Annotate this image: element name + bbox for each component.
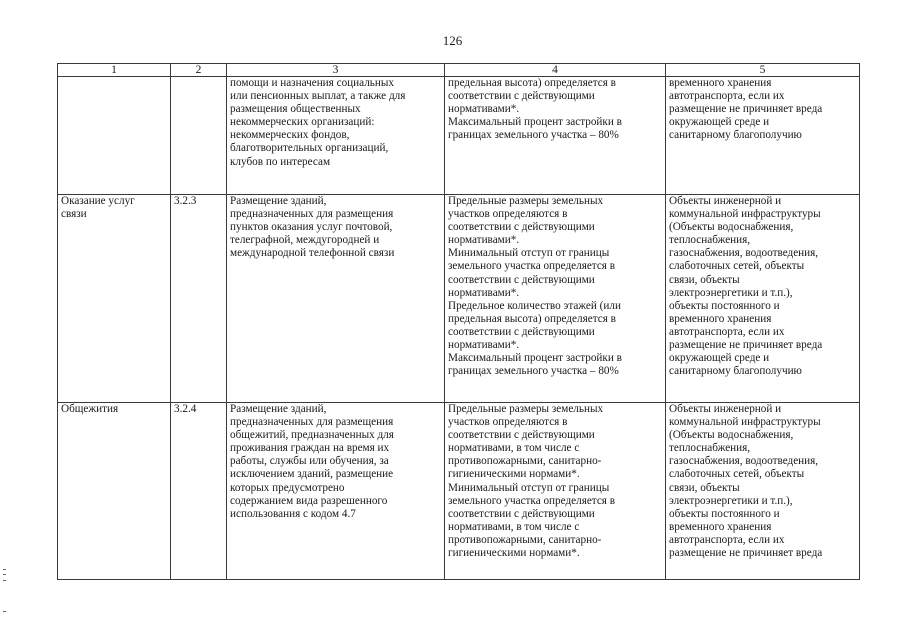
- cell-parameters: [445, 77, 666, 195]
- column-header-4: 4: [445, 64, 666, 77]
- cell-text: 3.2.4: [174, 403, 197, 415]
- cell-auxiliary-uses: [666, 77, 860, 195]
- column-header-1: 1: [58, 64, 171, 77]
- cell-description: [227, 403, 445, 580]
- table-row: [58, 195, 860, 403]
- cell-auxiliary-uses: [666, 195, 860, 403]
- scan-margin-mark: [3, 569, 6, 570]
- cell-auxiliary-uses: [666, 403, 860, 580]
- scan-margin-mark: [3, 580, 6, 581]
- cell-code: [171, 77, 227, 195]
- header-row: [58, 64, 860, 77]
- cell-description: [227, 77, 445, 195]
- cell-text: Общежития: [61, 403, 119, 415]
- column-header-2: 2: [171, 64, 227, 77]
- cell-text: помощи и назначения социальных или пенсионных выплат, а также для размещения общественных некоммерческих организаций: некоммерческих фондов, благотворительных организаций, клубов по интересам: [230, 77, 406, 168]
- cell-text: 3.2.3: [174, 195, 197, 207]
- cell-use-name: [58, 77, 171, 195]
- cell-parameters: [445, 403, 666, 580]
- cell-parameters: [445, 195, 666, 403]
- cell-text: предельная высота) определяется в соответствии с действующими нормативами*. Максимальный процент застройки в границах земельного участка – 80%: [448, 77, 622, 142]
- cell-use-name: [58, 403, 171, 580]
- cell-use-name: [58, 195, 171, 403]
- cell-text: Размещение зданий, предназначенных для размещения общежитий, предназначенных для проживания граждан на время их работы, службы или обучения, за исключением зданий, размещение которых предусмотрено содержанием вида разрешенного использования с кодом 4.7: [230, 403, 394, 520]
- cell-code: [171, 403, 227, 580]
- column-header-3: 3: [227, 64, 445, 77]
- cell-text: Объекты инженерной и коммунальной инфраструктуры (Объекты водоснабжения, теплоснабжения, газоснабжения, водоотведения, слаботочных сетей, объекты связи, объекты электроэнергетики и т.п.), объекты постоянного и временного хранения автотранспорта, если их размещение не причиняет вреда: [669, 403, 823, 560]
- cell-text: временного хранения автотранспорта, если их размещение не причиняет вреда окружающей среде и санитарному благополучию: [669, 77, 823, 142]
- cell-text: Объекты инженерной и коммунальной инфраструктуры (Объекты водоснабжения, теплоснабжения, газоснабжения, водоотведения, слаботочных сетей, объекты связи, объекты электроэнергетики и т.п.), объекты постоянного и временного хранения автотранспорта, если их размещение не причиняет вреда окружающей среде и санитарному благополучию: [669, 195, 823, 378]
- cell-text: Предельные размеры земельных участков определяются в соответствии с действующими нормативами*. Минимальный отступ от границы земельного участка определяется в соответствии с действующими нормативами*. Предельное количество этажей (или предельная высота) определяется в соответствии с действующими нормативами*. Максимальный процент застройки в границах земельного участка – 80%: [448, 195, 622, 378]
- column-header-5: 5: [666, 64, 860, 77]
- scan-margin-mark: [3, 574, 6, 575]
- cell-text: Оказание услуг связи: [61, 195, 135, 221]
- cell-text: Размещение зданий, предназначенных для размещения пунктов оказания услуг почтовой, телеграфной, междугородней и международной телефонной связи: [230, 195, 395, 260]
- page-number: 126: [442, 33, 463, 48]
- cell-description: [227, 195, 445, 403]
- zoning-table: [57, 63, 860, 580]
- table-row: [58, 403, 860, 580]
- scan-margin-mark: [3, 611, 6, 612]
- table-row: [58, 77, 860, 195]
- cell-text: Предельные размеры земельных участков определяются в соответствии с действующими нормативами, в том числе с противопожарными, санитарно- гигиеническими нормами*. Минимальный отступ от границы земельного участка определяется в соответствии с действующими нормативами, в том числе с противопожарными, санитарно- гигиеническими нормами*.: [448, 403, 616, 560]
- cell-code: [171, 195, 227, 403]
